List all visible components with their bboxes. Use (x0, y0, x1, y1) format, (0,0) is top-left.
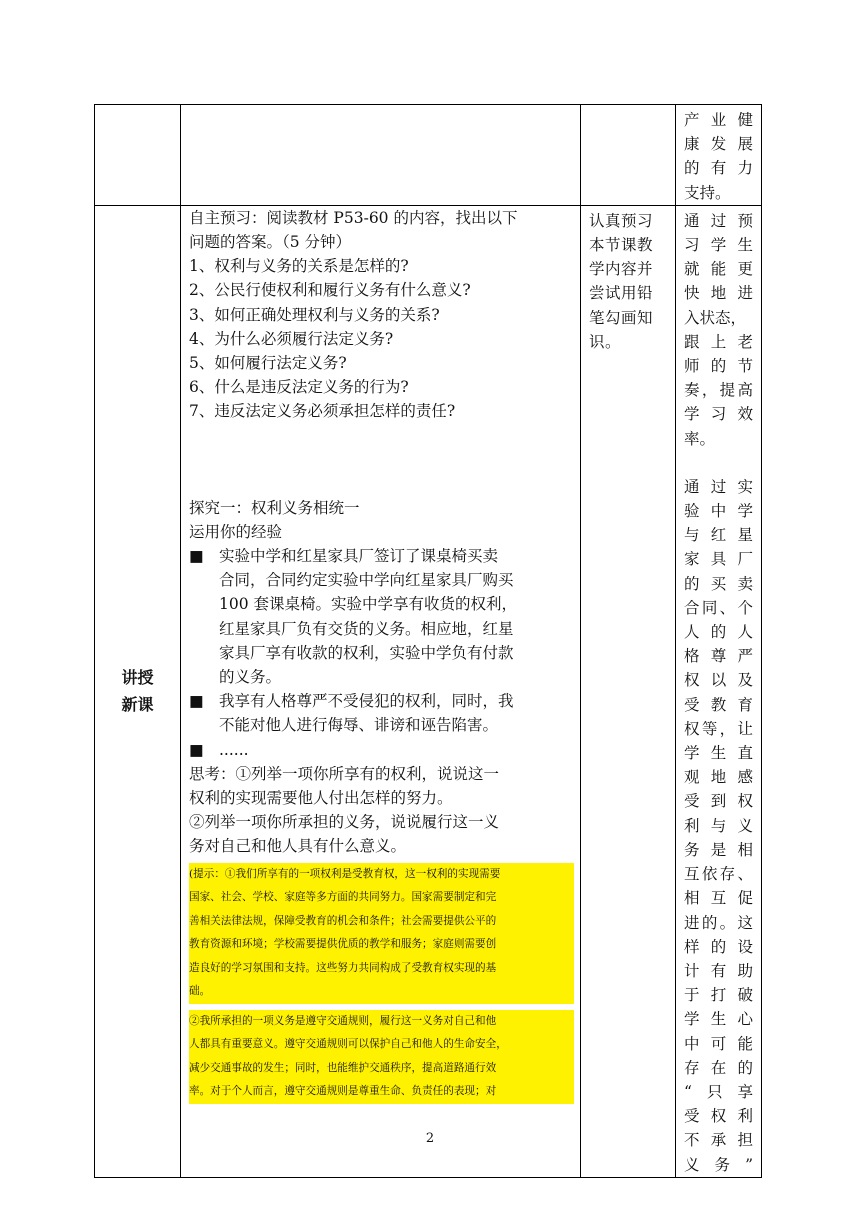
case-text-line: 我享有人格尊严不受侵犯的权利，同时，我 (219, 692, 514, 711)
hint-line: (提示：①我们所享有的一项权利是受教育权，这一权利的实现需要 (189, 867, 501, 880)
text-line: 存在的 (684, 1058, 753, 1077)
text-line: 务是相 (684, 840, 753, 859)
text-line: 产业健 (684, 111, 753, 129)
answer-hint-highlight (189, 863, 574, 1004)
case-text-line: 合同，合同约定实验中学向红星家具厂购买 (219, 571, 514, 590)
preview-instruction: 自主预习：阅读教材 P53-60 的内容，找出以下 (189, 208, 518, 227)
text-line: 中可能 (684, 1034, 753, 1053)
preview-question: 4、为什么必须履行法定义务? (189, 329, 394, 348)
text-line: 率。 (684, 429, 716, 448)
text-line: “只享 (684, 1082, 753, 1101)
text-line: 的买卖 (684, 574, 753, 593)
preview-question: 3、如何正确处理权利与义务的关系? (189, 305, 440, 324)
hint-line: 教育资源和环境；学校需要提供优质的教学和服务；家庭则需要创 (189, 938, 497, 951)
text-line: 于打破 (684, 986, 753, 1005)
text-line: 受权利 (684, 1107, 753, 1126)
text-line: 不承担 (684, 1131, 753, 1150)
hint-line: 人都具有重要意义。遵守交通规则可以保护自己和他人的生命安全， (189, 1038, 507, 1051)
design-intent-text (676, 105, 761, 205)
text-line: 认真预习 (589, 211, 654, 230)
text-line: 的有力 (684, 159, 753, 178)
text-line: 支持。 (684, 183, 731, 202)
text-line: 学习效 (684, 405, 753, 424)
hint-line: 减少交通事故的发生；同时，也能维护交通秩序，提高道路通行效 (189, 1061, 497, 1074)
think-question: 思考：①列举一项你所享有的权利，说说这一 (189, 764, 500, 783)
design-intent-cell-continued (676, 105, 762, 206)
text-line: 奏，提高 (684, 381, 753, 400)
text-line: 本节课教 (589, 236, 654, 255)
case-text-line: 家具厂享有收款的权利，实验中学负有付款 (219, 643, 514, 662)
text-line: 通过预 (684, 211, 753, 230)
think-question: 务对自己和他人具有什么意义。 (189, 837, 407, 856)
hint-line: 础。 (189, 985, 211, 998)
text-line: 康发展 (684, 135, 753, 154)
teacher-activity-cell (181, 205, 581, 1177)
text-line: 受到权 (684, 792, 753, 811)
text-line: 进的。这 (684, 913, 753, 932)
hint-line: 善相关法律法规，保障受教育的机会和条件；社会需要提供公平的 (189, 914, 497, 927)
student-activity-text (581, 206, 675, 354)
text-line: 就能更 (684, 260, 753, 279)
case-text-line: 的义务。 (219, 668, 282, 687)
text-line: 笔勾画知 (589, 308, 654, 327)
text-line: 权等，让 (684, 719, 753, 738)
exploration-title: 探究一：权利义务相统一 (189, 498, 360, 517)
hint-line: 率。对于个人而言，遵守交通规则是尊重生命、负责任的表现；对 (189, 1085, 497, 1098)
case-text-line: 实验中学和红星家具厂签订了课桌椅买卖 (219, 547, 499, 566)
bullet-square-icon: ■ (189, 740, 204, 759)
case-bullet (189, 689, 574, 737)
think-question: 权利的实现需要他人付出怎样的努力。 (189, 789, 453, 808)
case-text-line: ...... (219, 740, 249, 759)
lesson-plan-table (94, 104, 762, 1178)
design-intent-cell (676, 205, 762, 1177)
preview-question: 1、权利与义务的关系是怎样的? (189, 257, 409, 276)
hint-line: 国家、社会、学校、家庭等多方面的共同努力。国家需要制定和完 (189, 891, 497, 904)
table-row-continued (95, 105, 762, 206)
text-line: 相互促 (684, 889, 753, 908)
case-bullet (189, 544, 574, 689)
text-line: 识。 (589, 332, 622, 351)
text-line: 权以及 (684, 671, 753, 690)
text-line: 受教育 (684, 695, 753, 714)
text-line: 观地感 (684, 768, 753, 787)
text-line: 习学生 (684, 236, 753, 255)
section-label-line: 讲授 (121, 668, 154, 688)
hint-line: 造良好的学习氛围和支持。这些努力共同构成了受教育权实现的基 (189, 961, 497, 974)
text-line: 通过实 (684, 477, 753, 496)
text-line: 互依存、 (684, 865, 753, 884)
bullet-square-icon: ■ (189, 692, 204, 711)
text-line: 尝试用铅 (589, 284, 654, 303)
teacher-activity-content (181, 206, 580, 1104)
case-text-line: 不能对他人进行侮辱、诽谤和诬告陷害。 (219, 716, 499, 735)
text-line: 验中学 (684, 502, 753, 521)
text-line: 师的节 (684, 357, 753, 376)
preview-question: 5、如何履行法定义务? (189, 354, 347, 373)
text-line: 跟上老 (684, 332, 753, 351)
empty-content-cell (181, 105, 581, 206)
text-line: 入状态， (684, 308, 747, 327)
hint-line: ②我所承担的一项义务是遵守交通规则，履行这一义务对自己和他 (189, 1014, 497, 1027)
text-line: 学生心 (684, 1010, 753, 1029)
preview-question: 6、什么是违反法定义务的行为? (189, 378, 409, 397)
text-line: 学生直 (684, 744, 753, 763)
preview-question: 2、公民行使权利和履行义务有什么意义? (189, 281, 471, 300)
text-line: 合同、个 (684, 598, 753, 617)
bullet-square-icon: ■ (189, 547, 204, 566)
text-line: 样的设 (684, 937, 753, 956)
design-intent-text (676, 206, 761, 1177)
think-question: ②列举一项你所承担的义务，说说履行这一义 (189, 813, 500, 832)
page-number: 2 (425, 1131, 435, 1146)
preview-instruction: 问题的答案。（5 分钟） (189, 233, 352, 252)
text-line: 人的人 (684, 623, 753, 642)
case-text-line: 100 套课桌椅。实验中学享有收货的权利， (219, 595, 518, 614)
exploration-subtitle: 运用你的经验 (189, 522, 283, 541)
text-line: 利与义 (684, 816, 753, 835)
case-text-line: 红星家具厂负有交货的义务。相应地，红星 (219, 619, 514, 638)
text-line: 计有助 (684, 961, 753, 980)
answer-hint-highlight (189, 1010, 574, 1104)
student-activity-cell (581, 205, 676, 1177)
preview-question: 7、违反法定义务必须承担怎样的责任? (189, 402, 456, 421)
text-line: 家具厂 (684, 550, 753, 569)
text-line: 格尊严 (684, 647, 753, 666)
text-line: 义务” (684, 1155, 753, 1174)
case-bullet (189, 738, 574, 762)
text-line: 快地进 (684, 284, 753, 303)
text-line: 与红星 (684, 526, 753, 545)
empty-student-cell (581, 105, 676, 206)
section-label-cell (95, 205, 181, 1177)
table-row-lecture (95, 205, 762, 1177)
section-label (95, 664, 180, 718)
section-label-line: 新课 (121, 695, 154, 715)
empty-label-cell (95, 105, 181, 206)
text-line: 学内容并 (589, 260, 654, 279)
